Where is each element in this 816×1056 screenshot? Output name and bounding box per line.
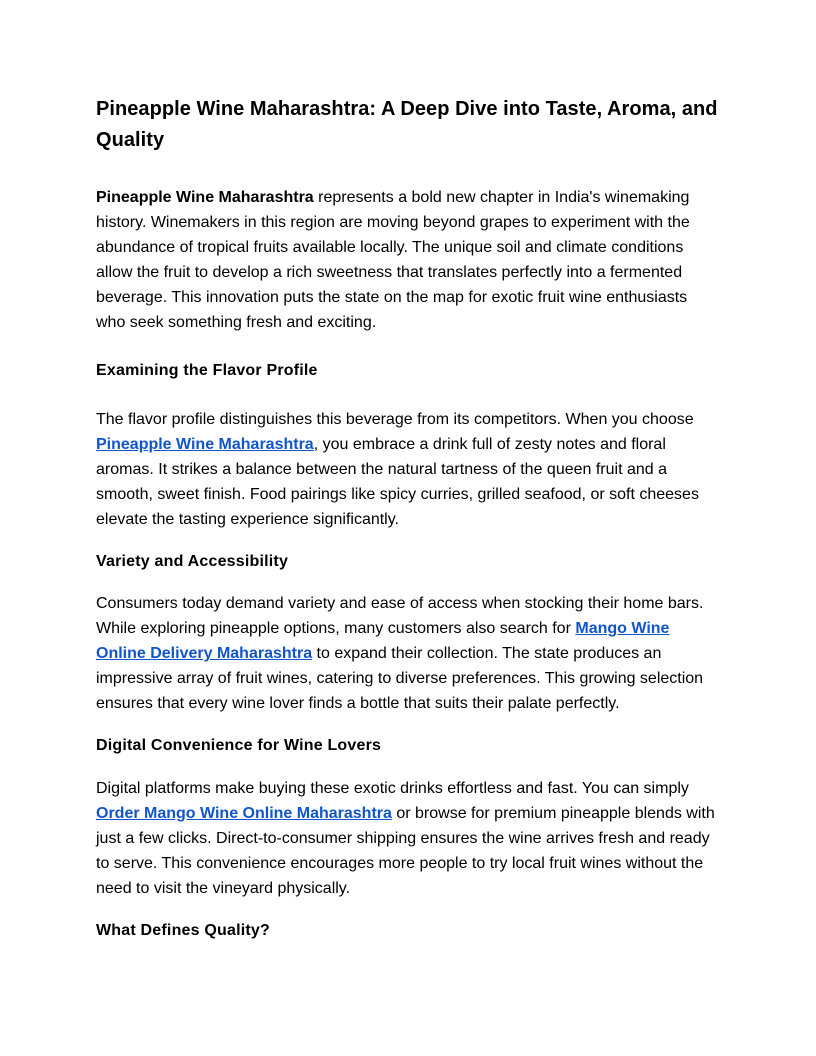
- variety-text-before: Consumers today demand variety and ease of access when stocking their home bars. While exploring pineapple options, many customers also search for: [96, 595, 704, 637]
- intro-text: represents a bold new chapter in India's winemaking history. Winemakers in this region are moving beyond grapes to experiment with the abundance of tropical fruits available locally. The unique soil and climate conditions allow the fruit to develop a rich sweetness that translates perfectly into a fermented beverage. This innovation puts the state on the map for exotic fruit wine enthusiasts who seek something fresh and exciting.: [96, 189, 690, 331]
- digital-text-before: Digital platforms make buying these exotic drinks effortless and fast. You can simply: [96, 780, 689, 797]
- flavor-paragraph: [96, 407, 720, 532]
- variety-heading: Variety and Accessibility: [96, 553, 289, 570]
- pineapple-wine-link[interactable]: Pineapple Wine Maharashtra: [96, 436, 314, 453]
- page-title: Pineapple Wine Maharashtra: A Deep Dive into Taste, Aroma, and Quality: [96, 98, 718, 151]
- variety-text-after: to expand their collection. The state produces an impressive array of fruit wines, catering to diverse preferences. This growing selection ensures that every wine lover finds a bottle that suits their palate perfectly.: [96, 645, 704, 712]
- flavor-text-before: The flavor profile distinguishes this beverage from its competitors. When you choose: [96, 411, 694, 428]
- document-page: [96, 94, 720, 943]
- intro-paragraph: [96, 185, 720, 335]
- order-mango-wine-link[interactable]: Order Mango Wine Online Maharashtra: [96, 805, 392, 822]
- quality-heading: What Defines Quality?: [96, 922, 270, 939]
- flavor-text-after: , you embrace a drink full of zesty notes and floral aromas. It strikes a balance between the natural tartness of the queen fruit and a smooth, sweet finish. Food pairings like spicy curries, grilled seafood, or soft cheeses elevate the tasting experience significantly.: [96, 436, 699, 528]
- variety-paragraph: [96, 591, 720, 716]
- intro-lead-bold: Pineapple Wine Maharashtra: [96, 189, 314, 206]
- flavor-heading: Examining the Flavor Profile: [96, 362, 318, 379]
- digital-paragraph: [96, 776, 720, 901]
- digital-heading: Digital Convenience for Wine Lovers: [96, 737, 382, 754]
- mango-wine-delivery-link[interactable]: Mango Wine Online Delivery Maharashtra: [96, 620, 670, 662]
- digital-text-after: or browse for premium pineapple blends with just a few clicks. Direct-to-consumer shipping ensures the wine arrives fresh and ready to serve. This convenience encourages more people to try local fruit wines without the need to visit the vineyard physically.: [96, 805, 715, 897]
